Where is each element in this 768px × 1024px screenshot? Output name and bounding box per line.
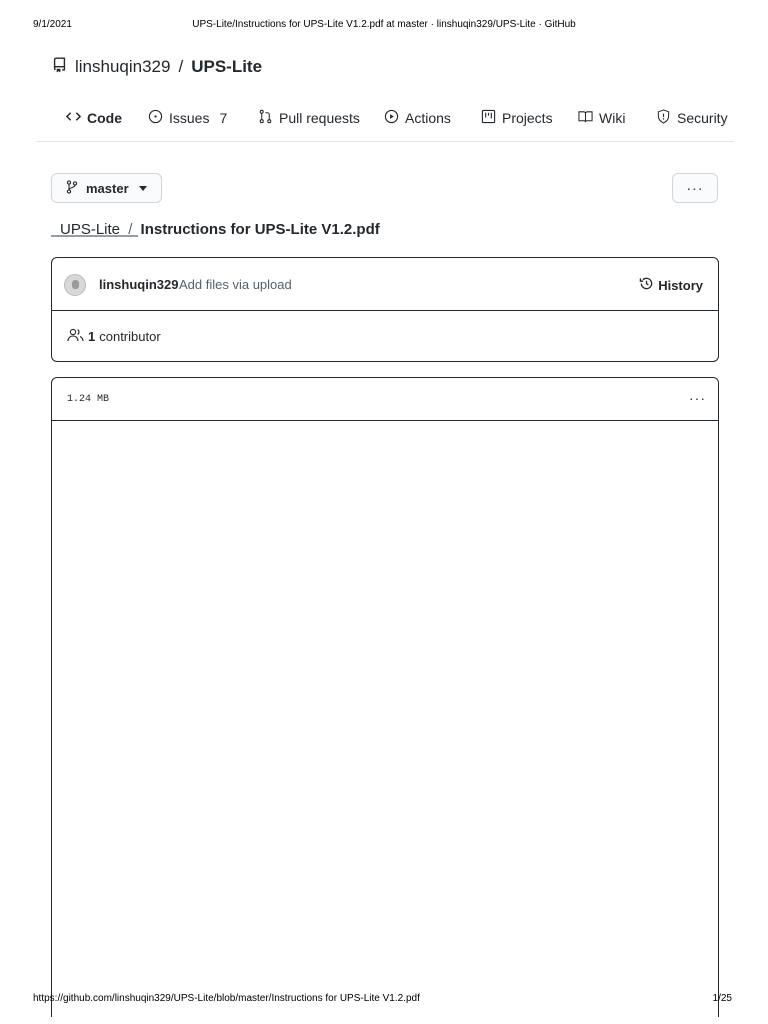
history-icon <box>639 276 654 294</box>
project-icon <box>481 109 496 127</box>
latest-commit-box <box>51 257 719 362</box>
branch-select-button[interactable] <box>51 173 162 203</box>
shield-icon <box>656 109 671 127</box>
file-size: 1.24 MB <box>67 394 110 405</box>
tab-projects[interactable] <box>481 96 553 140</box>
breadcrumb-root-link[interactable]: UPS-Lite <box>60 221 121 238</box>
repo-icon <box>52 57 67 78</box>
tab-code[interactable] <box>66 96 122 140</box>
tab-security-label: Security <box>677 110 728 126</box>
commit-author-link[interactable]: linshuqin329 <box>99 277 179 292</box>
contributor-label: contributor <box>99 329 161 344</box>
print-title: UPS-Lite/Instructions for UPS-Lite V1.2.pdf at master · linshuqin329/UPS-Lite · GitHub <box>192 19 576 30</box>
tab-pull-requests-label: Pull requests <box>279 110 360 126</box>
avatar[interactable] <box>64 274 86 296</box>
history-link[interactable] <box>639 276 703 294</box>
breadcrumb-separator: / <box>128 221 133 238</box>
breadcrumb <box>60 221 380 243</box>
code-icon <box>66 109 81 127</box>
breadcrumb-file-name: Instructions for UPS-Lite V1.2.pdf <box>140 221 380 238</box>
book-icon <box>578 109 593 127</box>
print-date: 9/1/2021 <box>33 19 72 30</box>
tab-actions-label: Actions <box>405 110 451 126</box>
tab-wiki-label: Wiki <box>599 110 626 126</box>
tab-actions[interactable] <box>384 96 451 140</box>
print-page-number: 1/25 <box>712 993 732 1004</box>
tab-pull-requests[interactable] <box>258 96 360 140</box>
chevron-down-icon <box>139 186 147 191</box>
tab-issues-label: Issues <box>169 110 210 126</box>
tab-wiki[interactable] <box>578 96 625 140</box>
people-icon <box>67 328 84 345</box>
contributors-row[interactable] <box>67 328 161 345</box>
tab-issues[interactable] <box>148 96 227 140</box>
commit-row <box>52 258 718 311</box>
commit-message-link[interactable]: Add files via upload <box>179 277 292 292</box>
file-header <box>52 378 718 421</box>
tab-code-label: Code <box>87 110 122 126</box>
repo-owner-link[interactable]: linshuqin329 <box>75 57 171 76</box>
tab-projects-label: Projects <box>502 110 553 126</box>
file-more-options-button[interactable]: ··· <box>689 390 706 406</box>
repo-nav-tabs <box>36 96 734 142</box>
repo-separator: / <box>178 57 184 76</box>
branch-name: master <box>86 180 129 196</box>
file-viewer <box>51 377 719 1017</box>
print-url: https://github.com/linshuqin329/UPS-Lite/blob/master/Instructions for UPS-Lite V1.2.pdf <box>33 993 420 1004</box>
repo-title <box>52 56 262 78</box>
print-header <box>0 19 768 33</box>
git-branch-icon <box>66 180 78 197</box>
tab-security[interactable] <box>656 96 728 140</box>
issues-count: 7 <box>219 110 228 126</box>
more-options-button[interactable]: ··· <box>672 173 718 203</box>
history-label: History <box>658 277 703 293</box>
contributor-count: 1 <box>88 329 96 344</box>
repo-name-link[interactable]: UPS-Lite <box>191 57 263 76</box>
play-icon <box>384 109 399 127</box>
issue-icon <box>148 109 163 127</box>
print-footer <box>0 993 768 1007</box>
pull-request-icon <box>258 109 273 127</box>
